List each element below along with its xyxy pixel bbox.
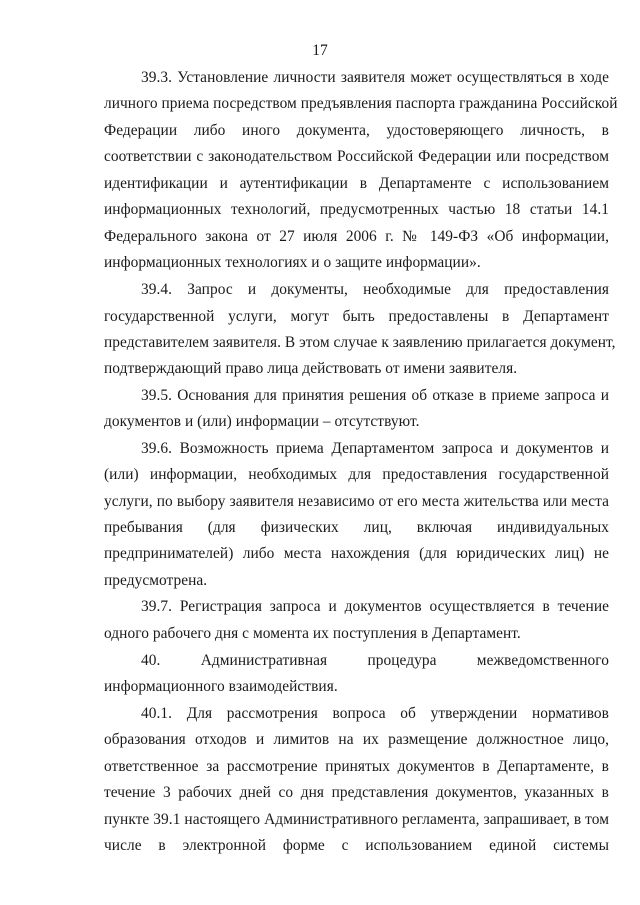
text-line: информационных технологий, предусмотренных частью 18 статьи 14.1 (104, 201, 609, 218)
text-line: соответствии с законодательством Российской Федерации или посредством (104, 148, 609, 165)
text-line: идентификации и аутентификации в Департаменте с использованием (104, 175, 609, 192)
text-line: 39.7. Регистрация запроса и документов осуществляется в течение (141, 598, 609, 615)
text-line: предпринимателей) либо места нахождения (для юридических лиц) не (104, 545, 609, 562)
text-line: государственной услуги, могут быть предоставлены в Департамент (104, 308, 609, 325)
text-line: 40. Административная процедура межведомственного (141, 652, 609, 669)
text-line: услуги, по выбору заявителя независимо от его места жительства или места (104, 493, 609, 510)
text-line: одного рабочего дня с момента их поступления в Департамент. (104, 625, 521, 642)
text-line: предусмотрена. (104, 572, 208, 589)
text-line: 39.5. Основания для принятия решения об отказе в приеме запроса и (141, 387, 609, 404)
text-line: пункте 39.1 настоящего Административного регламента, запрашивает, в том (104, 811, 609, 828)
text-line: 39.3. Установление личности заявителя может осуществляться в ходе (141, 69, 609, 86)
text-line: подтверждающий право лица действовать от имени заявителя. (104, 360, 518, 377)
text-line: образования отходов и лимитов на их размещение должностное лицо, (104, 731, 609, 748)
text-line: (или) информации, необходимых для предоставления государственной (104, 466, 609, 483)
text-line: ответственное за рассмотрение принятых документов в Департаменте, в (104, 758, 609, 775)
text-line: 39.6. Возможность приема Департаментом запроса и документов и (141, 440, 609, 457)
page-number: 17 (312, 42, 328, 59)
text-line: информационных технологиях и о защите информации». (104, 254, 481, 271)
text-line: течение 3 рабочих дней со дня представления документов, указанных в (104, 784, 609, 801)
text-line: Федерального закона от 27 июля 2006 г. № 149-ФЗ «Об информации, (104, 228, 609, 245)
text-line: пребывания (для физических лиц, включая индивидуальных (104, 519, 609, 536)
text-line: 39.4. Запрос и документы, необходимые для предоставления (141, 281, 609, 298)
text-line: документов и (или) информации – отсутствуют. (104, 413, 420, 430)
text-line: личного приема посредством предъявления паспорта гражданина Российской (104, 95, 618, 112)
text-line: информационного взаимодействия. (104, 678, 338, 695)
text-line: числе в электронной форме с использованием единой системы (104, 837, 609, 854)
text-line: представителем заявителя. В этом случае к заявлению прилагается документ, (104, 334, 616, 351)
text-line: 40.1. Для рассмотрения вопроса об утверждении нормативов (141, 705, 609, 722)
text-line: Федерации либо иного документа, удостоверяющего личность, в (104, 122, 609, 139)
